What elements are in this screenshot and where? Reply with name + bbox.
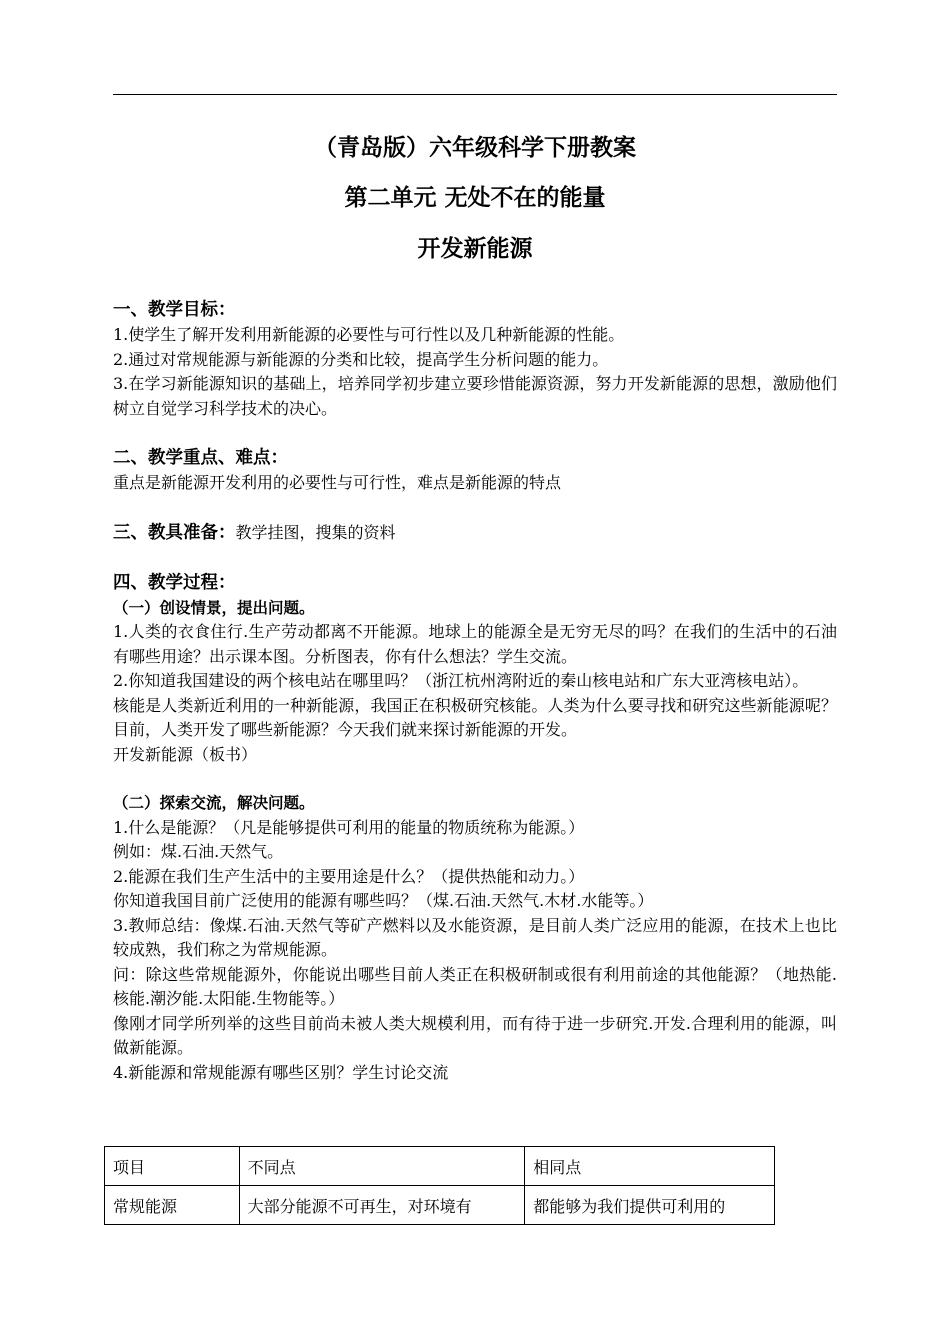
table-header-row — [105, 1147, 775, 1186]
paragraph: 开发新能源（板书） — [113, 744, 258, 764]
table-row — [105, 1186, 775, 1225]
paragraph: 1.人类的衣食住行.生产劳动都离不开能源。地球上的能源全是无穷无尽的吗？在我们的生活中的石油有哪些用途？出示课本图。分析图表，你有什么想法？学生交流。 — [113, 622, 837, 666]
comparison-table — [104, 1146, 775, 1225]
main-title: （青岛版）六年级科学下册教案 — [314, 135, 636, 161]
header-rule — [113, 94, 837, 95]
title-block — [113, 128, 837, 262]
paragraph: 2.你知道我国建设的两个核电站在哪里吗？（浙江杭州湾附近的秦山核电站和广东大亚湾核电站）。 — [113, 671, 809, 690]
table-header-cell: 项目 — [105, 1147, 240, 1186]
materials-heading-label: 三、教具准备： — [113, 522, 236, 543]
paragraph: 2.能源在我们生产生活中的主要用途是什么？（提供热能和动力。） — [113, 866, 585, 886]
paragraph: 核能是人类新近利用的一种新能源，我国正在积极研究核能。人类为什么要寻找和研究这些新能源呢？目前，人类开发了哪些新能源？今天我们就来探讨新能源的开发。 — [113, 695, 837, 739]
paragraph: 像刚才同学所列举的这些目前尚未被人类大规模利用，而有待于进一步研究.开发.合理利用的能源，叫做新能源。 — [113, 1013, 837, 1057]
key-points-text: 重点是新能源开发利用的必要性与可行性，难点是新能源的特点 — [113, 473, 562, 492]
section-heading-key-points: 二、教学重点、难点： — [113, 448, 288, 468]
objective-item: 3.在学习新能源知识的基础上，培养同学初步建立要珍惜能源资源，努力开发新能源的思想，激励他们树立自觉学习科学技术的决心。 — [113, 374, 837, 418]
materials-text: 教学挂图，搜集的资料 — [235, 522, 396, 542]
table-header-cell: 不同点 — [239, 1147, 525, 1186]
table-cell: 大部分能源不可再生，对环境有 — [239, 1186, 525, 1225]
paragraph: 例如：煤.石油.天然气。 — [113, 842, 284, 861]
paragraph: 问：除这些常规能源外，你能说出哪些目前人类正在积极研制或很有利用前途的其他能源？（地热能.核能.潮汐能.太阳能.生物能等。） — [113, 964, 837, 1008]
subsection-heading-part2: （二）探索交流，解决问题。 — [113, 794, 315, 812]
section-heading-materials — [113, 520, 837, 546]
paragraph: 1.什么是能源？（凡是能够提供可利用的能量的物质统称为能源。） — [113, 817, 585, 837]
lesson-title: 开发新能源 — [417, 236, 533, 262]
table-cell: 常规能源 — [105, 1186, 240, 1225]
objective-item: 2.通过对常规能源与新能源的分类和比较，提高学生分析问题的能力。 — [113, 349, 609, 369]
section-heading-objectives: 一、教学目标： — [113, 300, 236, 320]
objective-item: 1.使学生了解开发利用新能源的必要性与可行性以及几种新能源的性能。 — [113, 325, 625, 344]
document-body — [113, 297, 837, 1085]
table-cell: 都能够为我们提供可利用的 — [525, 1186, 775, 1225]
subsection-heading-part1: （一）创设情景，提出问题。 — [113, 598, 315, 617]
paragraph: 3.教师总结：像煤.石油.天然气等矿产燃料以及水能资源，是目前人类广泛应用的能源，在技术上也比较成熟，我们称之为常规能源。 — [113, 915, 837, 959]
section-heading-process: 四、教学过程： — [113, 572, 236, 593]
paragraph: 你知道我国目前广泛使用的能源有哪些吗？（煤.石油.天然气.木材.水能等。） — [113, 891, 654, 910]
paragraph: 4.新能源和常规能源有哪些区别？学生讨论交流 — [113, 1062, 449, 1082]
unit-title: 第二单元 无处不在的能量 — [344, 185, 606, 211]
table-header-cell: 相同点 — [525, 1147, 775, 1186]
